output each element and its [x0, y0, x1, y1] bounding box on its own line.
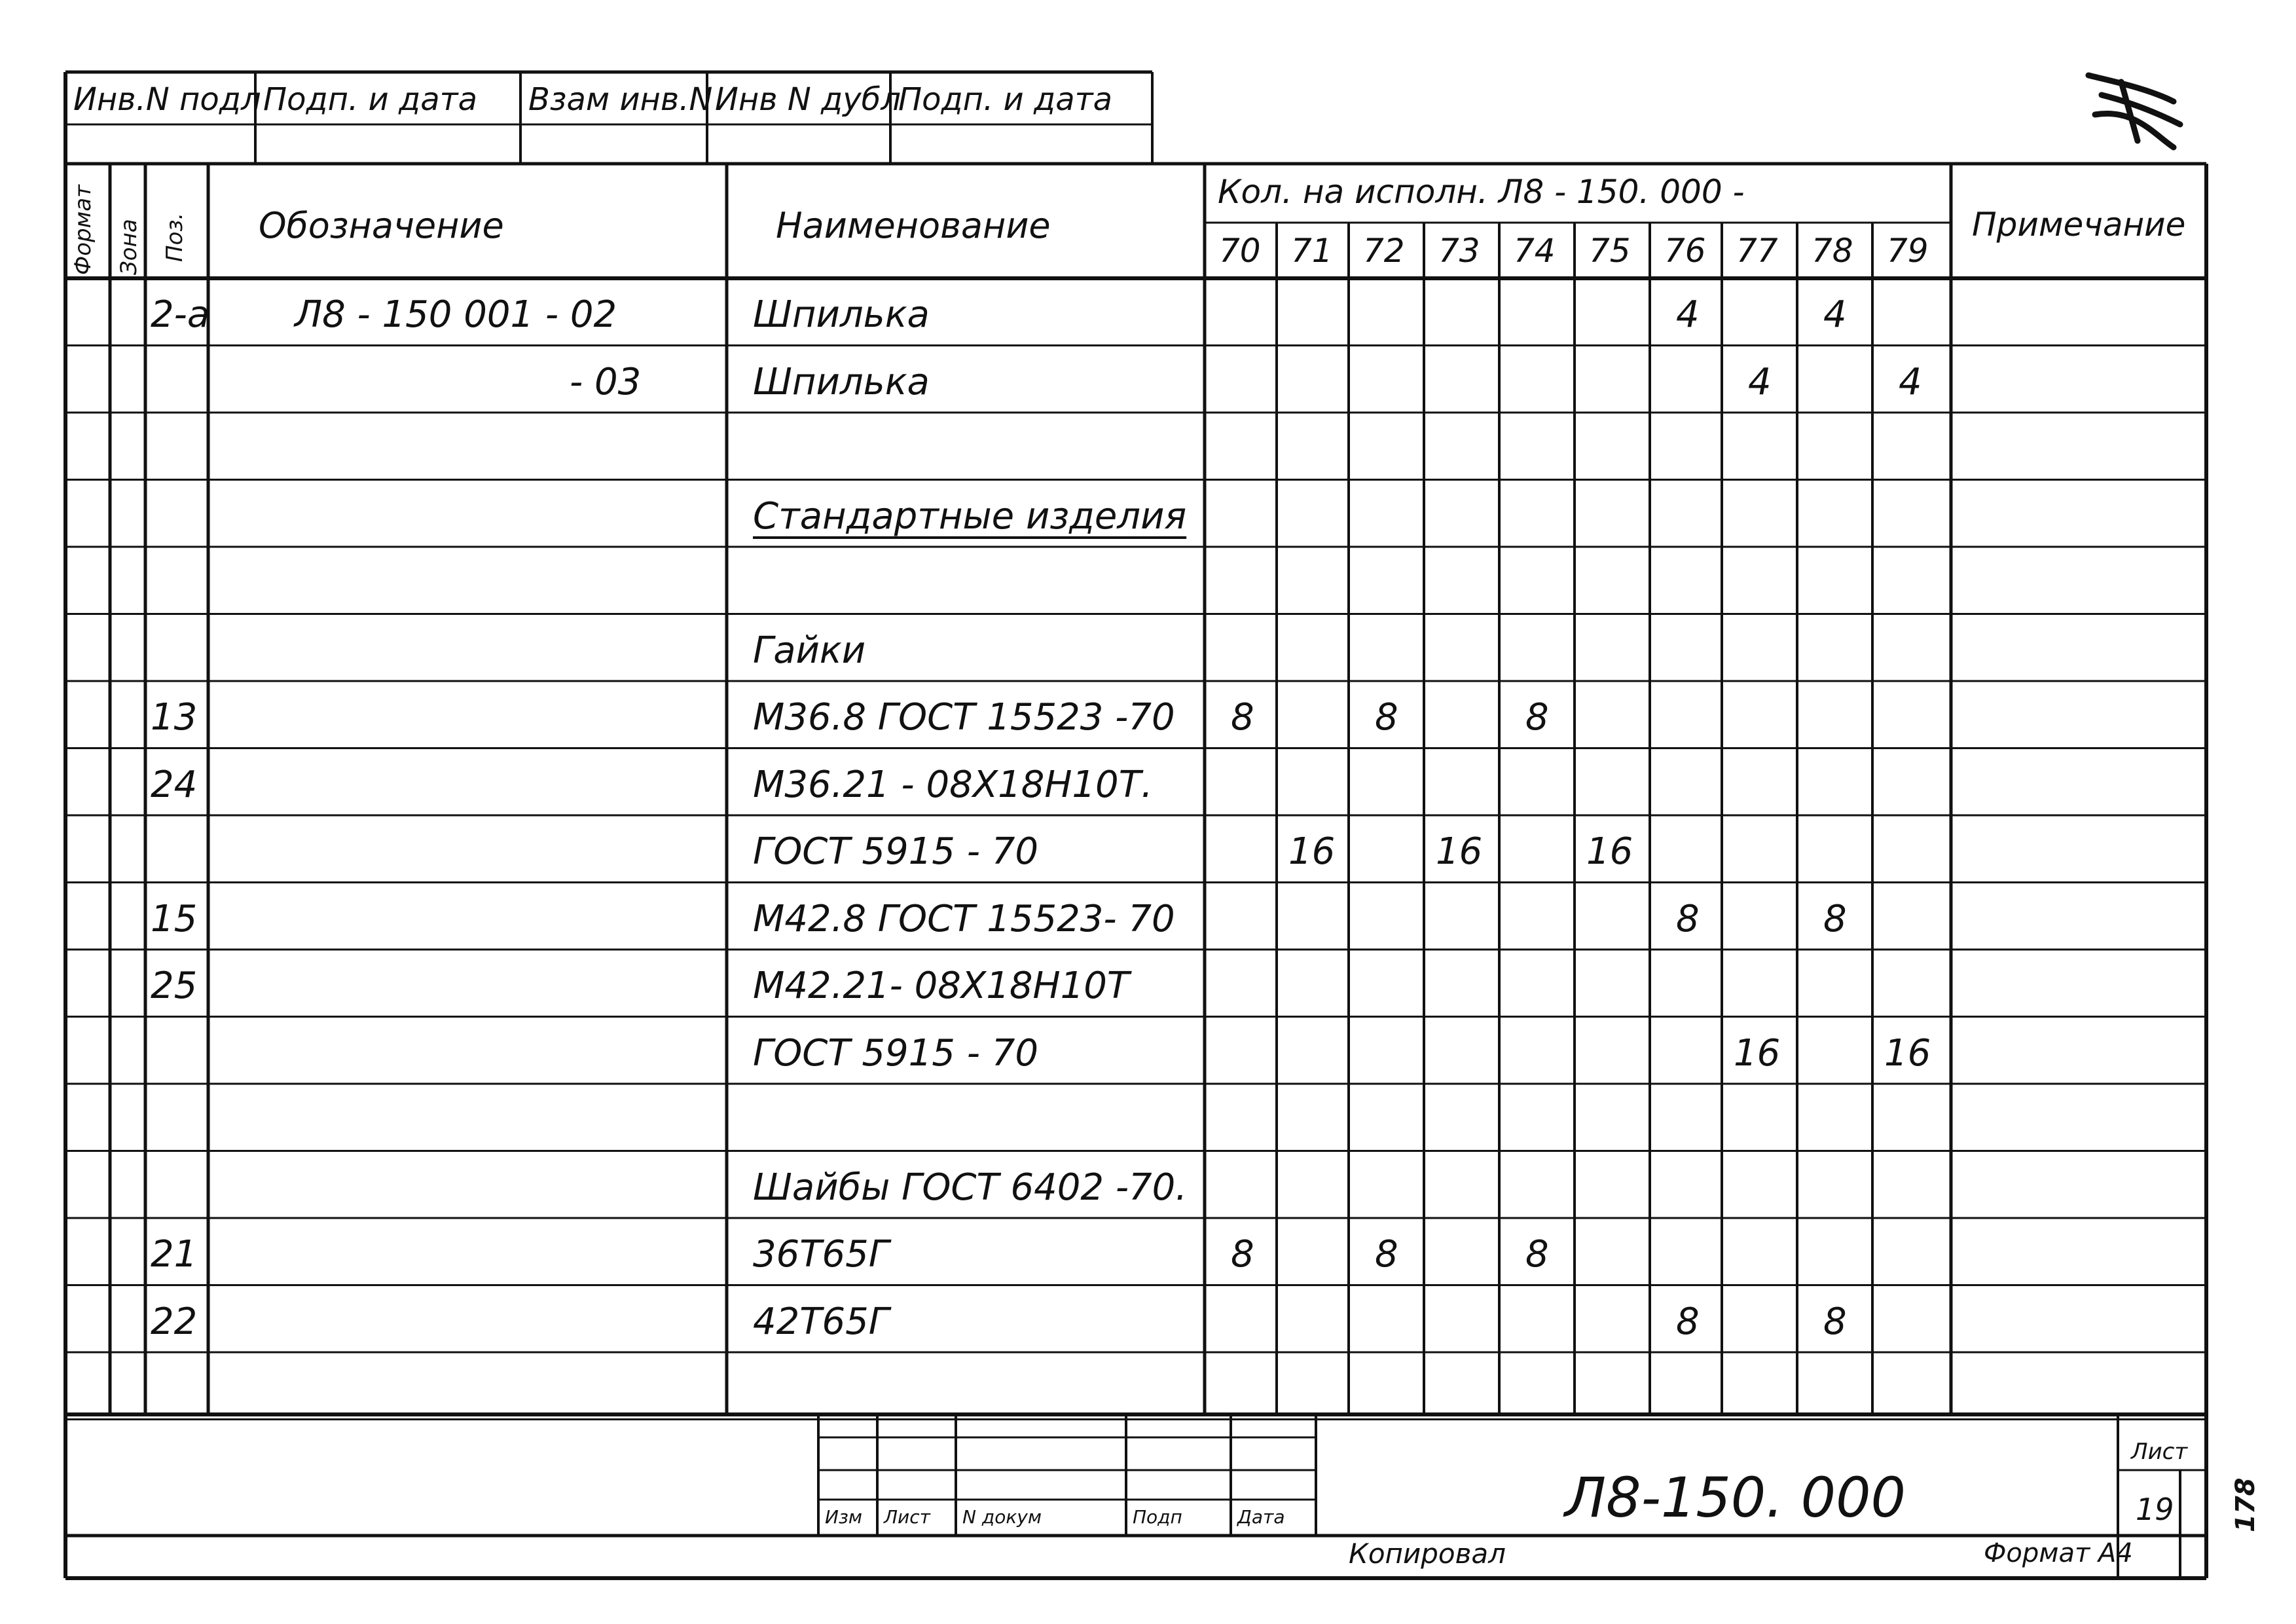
- variant-72: 72: [1363, 232, 1405, 270]
- tb-label: Дата: [1237, 1506, 1285, 1528]
- row-pos: 24: [151, 763, 198, 806]
- row-qty-78: 8: [1823, 897, 1847, 940]
- stamp-cell-label: Инв N дубл: [715, 81, 901, 118]
- stamp-cell-label: Подп. и дата: [263, 81, 477, 118]
- row-qty-70: 8: [1231, 696, 1254, 739]
- row-name: Шайбы ГОСТ 6402 -70.: [753, 1166, 1188, 1209]
- row-pos: 22: [151, 1300, 198, 1343]
- handwritten-mark: [2075, 62, 2193, 160]
- copied-label: Копировал: [1349, 1538, 1506, 1570]
- header-qty-title: Кол. на исполн. Л8 - 150. 000 -: [1218, 173, 1745, 211]
- variant-73: 73: [1438, 232, 1480, 270]
- variant-76: 76: [1664, 232, 1706, 270]
- tb-label: Лист: [884, 1506, 930, 1528]
- row-qty-74: 8: [1525, 1233, 1549, 1276]
- row-qty-76: 8: [1676, 1300, 1700, 1343]
- row-qty-78: 8: [1823, 1300, 1847, 1343]
- row-pos: 15: [151, 897, 198, 940]
- side-number: 178: [2231, 1477, 2261, 1532]
- stamp-cell-label: Взам инв.N: [528, 81, 713, 118]
- row-qty-77: 16: [1734, 1031, 1781, 1075]
- row-name: М36.8 ГОСТ 15523 -70: [753, 696, 1175, 739]
- variant-74: 74: [1514, 232, 1556, 270]
- row-qty-79: 4: [1899, 360, 1922, 403]
- tb-label: Подп: [1133, 1506, 1182, 1528]
- row-pos: 25: [151, 965, 198, 1007]
- variant-71: 71: [1291, 232, 1333, 270]
- row-name: 42Т65Г: [753, 1300, 889, 1343]
- row-qty-76: 8: [1676, 897, 1700, 940]
- stamp-cell-label: Инв.N подл: [73, 81, 261, 118]
- variant-70: 70: [1219, 232, 1261, 270]
- row-name: Стандартные изделия: [753, 494, 1187, 538]
- row-name: М42.21- 08Х18Н10Т: [753, 965, 1130, 1007]
- variant-78: 78: [1812, 232, 1853, 270]
- header-format: Формат: [70, 185, 96, 275]
- row-name: Шпилька: [753, 360, 930, 403]
- row-qty-70: 8: [1231, 1233, 1254, 1276]
- row-pos: 13: [151, 696, 198, 739]
- header-note: Примечание: [1972, 206, 2186, 244]
- sheet-label: Лист: [2131, 1439, 2188, 1465]
- header-name: Наименование: [776, 205, 1051, 246]
- row-designation: Л8 - 150 001 - 02: [295, 293, 617, 336]
- row-qty-74: 8: [1525, 696, 1549, 739]
- row-name: Шпилька: [753, 293, 930, 336]
- row-qty-76: 4: [1676, 293, 1700, 336]
- stamp-cell-label: Подп. и дата: [898, 81, 1112, 118]
- document-number: Л8-150. 000: [1565, 1466, 1906, 1530]
- tb-label: Изм: [825, 1506, 862, 1528]
- row-qty-71: 16: [1288, 830, 1336, 873]
- row-name: ГОСТ 5915 - 70: [753, 830, 1038, 873]
- row-name: 36Т65Г: [753, 1233, 889, 1276]
- row-name: М36.21 - 08Х18Н10Т.: [753, 763, 1153, 806]
- row-qty-77: 4: [1748, 360, 1772, 403]
- row-qty-79: 16: [1884, 1031, 1931, 1075]
- row-name: ГОСТ 5915 - 70: [753, 1031, 1038, 1075]
- row-name: М42.8 ГОСТ 15523- 70: [753, 897, 1175, 940]
- row-name: Гайки: [753, 629, 866, 672]
- format-label: Формат А4: [1984, 1538, 2133, 1568]
- sheet-number: 19: [2136, 1492, 2174, 1527]
- row-qty-73: 16: [1436, 830, 1483, 873]
- tb-label: N докум: [962, 1506, 1042, 1528]
- variant-77: 77: [1736, 232, 1778, 270]
- variant-75: 75: [1589, 232, 1631, 270]
- header-designation: Обозначение: [259, 205, 504, 246]
- variant-79: 79: [1887, 232, 1929, 270]
- row-qty-72: 8: [1375, 1233, 1398, 1276]
- row-pos: 2-а: [151, 293, 210, 336]
- header-pos: Поз.: [162, 212, 188, 262]
- row-pos: 21: [151, 1233, 198, 1276]
- row-designation: - 03: [570, 360, 642, 403]
- row-qty-72: 8: [1375, 696, 1398, 739]
- row-qty-75: 16: [1586, 830, 1633, 873]
- header-zone: Зона: [116, 219, 142, 275]
- row-qty-78: 4: [1823, 293, 1847, 336]
